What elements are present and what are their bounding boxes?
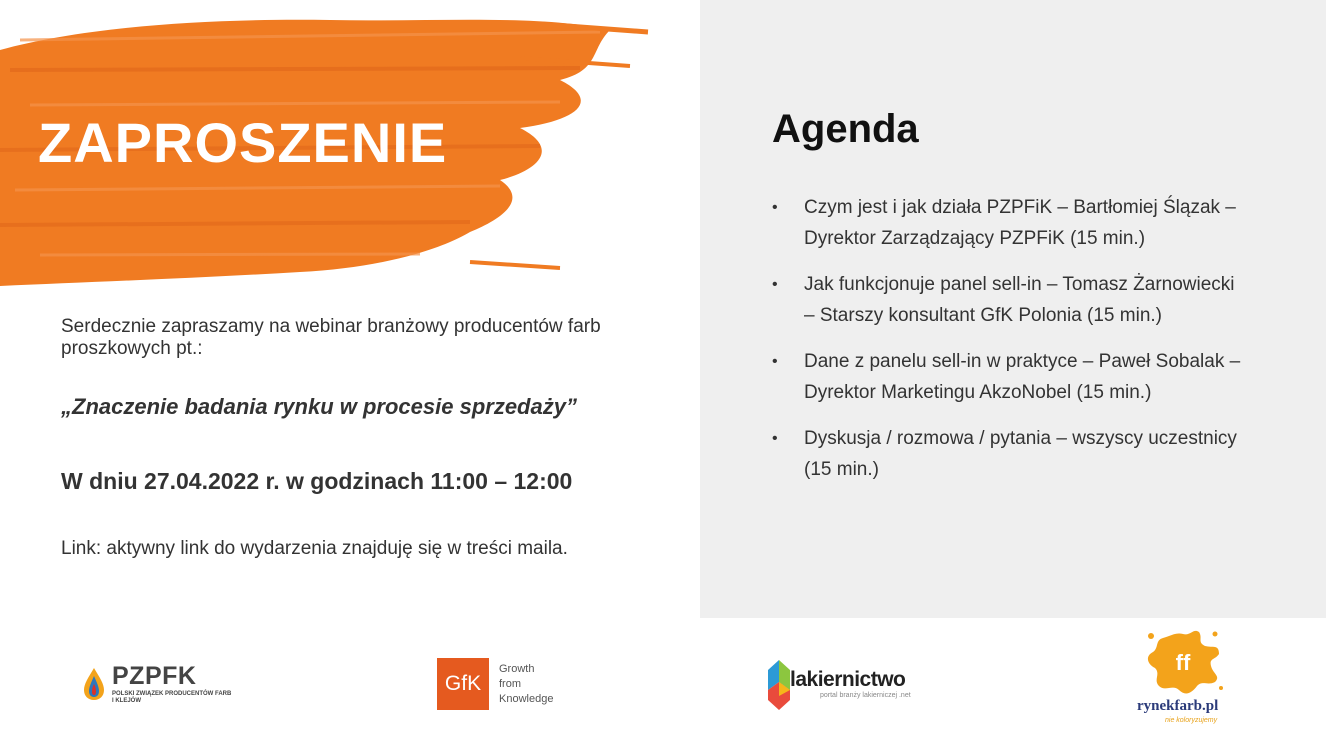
- svg-text:ff: ff: [1175, 650, 1191, 675]
- gfk-tagline: [499, 662, 553, 707]
- lakiernictwo-subtitle: portal branży lakierniczej .net: [820, 692, 911, 699]
- agenda-list: [772, 192, 1242, 500]
- agenda-item-text: Dane z panelu sell-in w praktyce – Paweł Sobalak – Dyrektor Marketingu AkzoNobel (15 min.): [804, 351, 1241, 403]
- gfk-mark: GfK: [437, 658, 489, 710]
- pzpfk-subtitle: POLSKI ZWIĄZEK PRODUCENTÓW FARB I KLEJÓW: [112, 691, 232, 704]
- lakiernictwo-logo: [768, 660, 938, 712]
- webinar-date: W dniu 27.04.2022 r. w godzinach 11:00 – 12:00: [61, 468, 573, 494]
- agenda-title: Agenda: [772, 107, 919, 151]
- sponsor-logos: [0, 620, 1326, 736]
- agenda-item-text: Czym jest i jak działa PZPFiK – Bartłomiej Ślązak – Dyrektor Zarządzający PZPFiK (15 min.): [804, 197, 1236, 249]
- invitation-panel: [0, 0, 700, 620]
- agenda-item: [772, 269, 1242, 331]
- bullet: •: [772, 353, 778, 370]
- bullet: •: [772, 199, 778, 216]
- lakiernictwo-name: lakiernictwo: [790, 668, 906, 691]
- agenda-item: [772, 346, 1242, 408]
- splash-icon: [1143, 626, 1223, 703]
- agenda-panel: [700, 0, 1326, 618]
- gfk-tagline-line: Growth: [499, 663, 535, 675]
- pzpfk-logo: [82, 660, 232, 712]
- bullet: •: [772, 276, 778, 293]
- agenda-item-text: Jak funkcjonuje panel sell-in – Tomasz Żarnowiecki – Starszy konsultant GfK Polonia (15 min.): [804, 274, 1235, 326]
- gfk-tagline-line: Knowledge: [499, 693, 554, 705]
- gfk-tagline-line: from: [499, 678, 521, 690]
- webinar-title: „Znaczenie badania rynku w procesie sprzedaży”: [61, 394, 577, 419]
- rynekfarb-logo: [1135, 626, 1235, 730]
- gfk-logo: [437, 658, 577, 714]
- pzpfk-name: PZPFK: [112, 662, 197, 690]
- agenda-item-text: Dyskusja / rozmowa / pytania – wszyscy uczestnicy (15 min.): [804, 428, 1237, 480]
- cube-icon: [768, 660, 790, 715]
- bullet: •: [772, 430, 778, 447]
- agenda-item: [772, 192, 1242, 254]
- rynekfarb-tagline: nie koloryzujemy: [1165, 717, 1218, 724]
- paint-drop-icon: [82, 666, 106, 707]
- webinar-link-info: Link: aktywny link do wydarzenia znajduję się w treści maila.: [61, 538, 568, 559]
- invitation-title: ZAPROSZENIE: [38, 111, 448, 174]
- invitation-intro: Serdecznie zapraszamy na webinar branżowy producentów farb proszkowych pt.:: [61, 316, 601, 359]
- agenda-item: [772, 423, 1242, 485]
- rynekfarb-name: rynekfarb.pl: [1137, 698, 1219, 714]
